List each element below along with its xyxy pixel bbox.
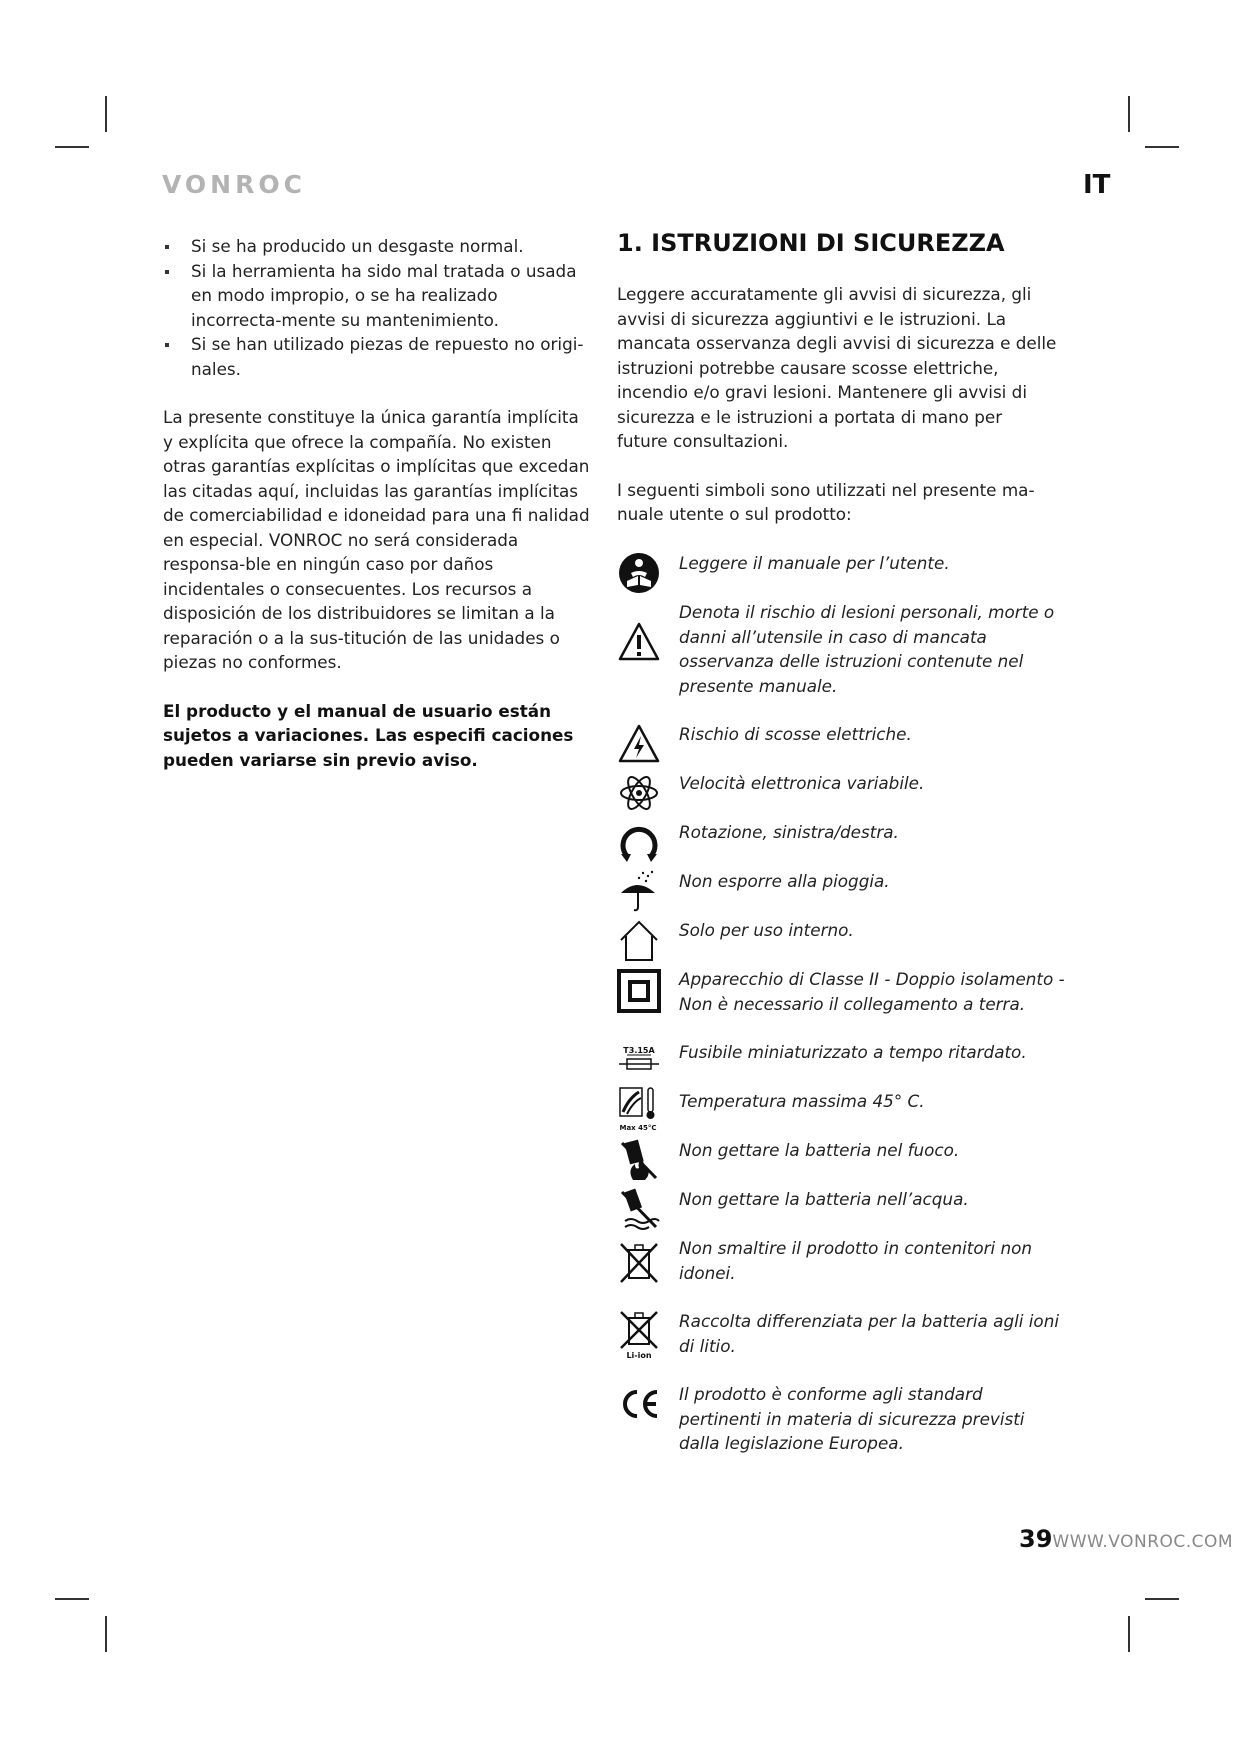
class-ii-icon	[617, 969, 661, 1013]
fuse-label: T3.15A	[623, 1046, 655, 1055]
crossed-bin-icon	[617, 1240, 661, 1284]
crop-mark	[1145, 146, 1179, 148]
list-item: Si la herramienta ha sido mal tratada o usada en modo impropio, o se ha realizado incorrecta-mente su mantenimiento.	[163, 259, 593, 333]
crop-mark	[1128, 96, 1130, 132]
no-fire-icon	[617, 1138, 661, 1182]
page-number: 39	[1019, 1525, 1053, 1553]
left-column	[163, 234, 593, 772]
ce-mark-icon	[617, 1382, 661, 1426]
symbol-description: Apparecchio di Classe II - Doppio isolamento - Non è necessario il collegamento a terra.	[679, 969, 1065, 1014]
symbol-description: Il prodotto è conforme agli standard pertinenti in materia di sicurezza previsti dalla legislazione Europea.	[679, 1384, 1025, 1453]
symbol-description: Solo per uso interno.	[679, 920, 854, 940]
list-item: Si se han utilizado piezas de repuesto no origi-nales.	[163, 332, 593, 381]
list-item: Si se ha producido un desgaste normal.	[163, 234, 593, 259]
symbol-description: Leggere il manuale per l’utente.	[679, 553, 950, 573]
symbol-description: Non esporre alla pioggia.	[679, 871, 890, 891]
warning-icon	[617, 620, 661, 664]
symbol-description: Non gettare la batteria nell’acqua.	[679, 1189, 969, 1209]
right-column	[617, 228, 1057, 527]
crop-mark	[105, 96, 107, 132]
rotation-icon	[617, 820, 661, 864]
fuse-icon	[617, 1040, 661, 1084]
language-code: IT	[1083, 170, 1111, 200]
symbol-description: Denota il rischio di lesioni personali, morte o danni all’utensile in caso di mancata osservanza delle istruzioni contenute nel presente manuale.	[679, 602, 1055, 696]
warranty-paragraph: La presente constituye la única garantía implícita y explícita que ofrece la compañía. No existen otras garantías explícitas o implícitas que excedan las citadas aquí, incluidas las garantías implícitas de comerciabilidad e idoneidad para una fi nalidad en especial. VONROC no será considerada responsa-ble en ningún caso por daños incidentales o consecuentes. Los recursos a disposición de los distribuidores se limitan a la reparación o a la sus-titución de las unidades o piezas no conformes.	[163, 407, 590, 672]
umbrella-rain-icon	[617, 869, 661, 913]
crop-mark	[1128, 1616, 1130, 1652]
crop-mark	[55, 1598, 89, 1600]
section-title: 1. ISTRUZIONI DI SICUREZZA	[617, 229, 1005, 257]
temperature-label: Max 45°C	[619, 1124, 657, 1132]
electric-shock-icon	[617, 722, 661, 766]
variable-speed-icon	[617, 771, 661, 815]
crop-mark	[105, 1616, 107, 1652]
variation-notice: El producto y el manual de usuario están sujetos a variaciones. Las especifi caciones pueden variarse sin previo aviso.	[163, 700, 574, 770]
li-ion-bin-icon	[617, 1313, 661, 1360]
symbol-description: Non smaltire il prodotto in contenitori non idonei.	[679, 1238, 1033, 1283]
warranty-exclusions-list	[163, 234, 593, 381]
symbols-intro: I seguenti simboli sono utilizzati nel presente ma-nuale utente o sul prodotto:	[617, 479, 1035, 524]
max-temperature-icon	[617, 1087, 661, 1131]
website-url: WWW.VONROC.COM	[1052, 1532, 1234, 1552]
read-manual-icon	[617, 551, 661, 595]
symbol-description: Velocità elettronica variabile.	[679, 773, 925, 793]
crop-mark	[1145, 1598, 1179, 1600]
house-icon	[617, 918, 661, 962]
page-footer	[1019, 1525, 1234, 1565]
symbol-description: Non gettare la batteria nel fuoco.	[679, 1140, 960, 1160]
crop-mark	[55, 146, 89, 148]
safety-intro: Leggere accuratamente gli avvisi di sicurezza, gli avvisi di sicurezza aggiuntivi e le istruzioni. La mancata osservanza degli avvisi di sicurezza e delle istruzioni potrebbe causare scosse elettriche, incendio e/o gravi lesioni. Mantenere gli avvisi di sicurezza e le istruzioni a portata di mano per future consultazioni.	[617, 284, 1057, 451]
brand-logo: VONROC	[162, 170, 306, 199]
symbol-description: Temperatura massima 45° C.	[679, 1091, 925, 1111]
symbol-description: Rotazione, sinistra/destra.	[679, 822, 899, 842]
li-ion-label: Li-ion	[626, 1351, 652, 1360]
no-water-icon	[617, 1187, 661, 1231]
symbol-description: Raccolta differenziata per la batteria agli ioni di litio.	[679, 1311, 1059, 1356]
symbol-description: Rischio di scosse elettriche.	[679, 724, 912, 744]
symbol-description: Fusibile miniaturizzato a tempo ritardato.	[679, 1042, 1027, 1062]
